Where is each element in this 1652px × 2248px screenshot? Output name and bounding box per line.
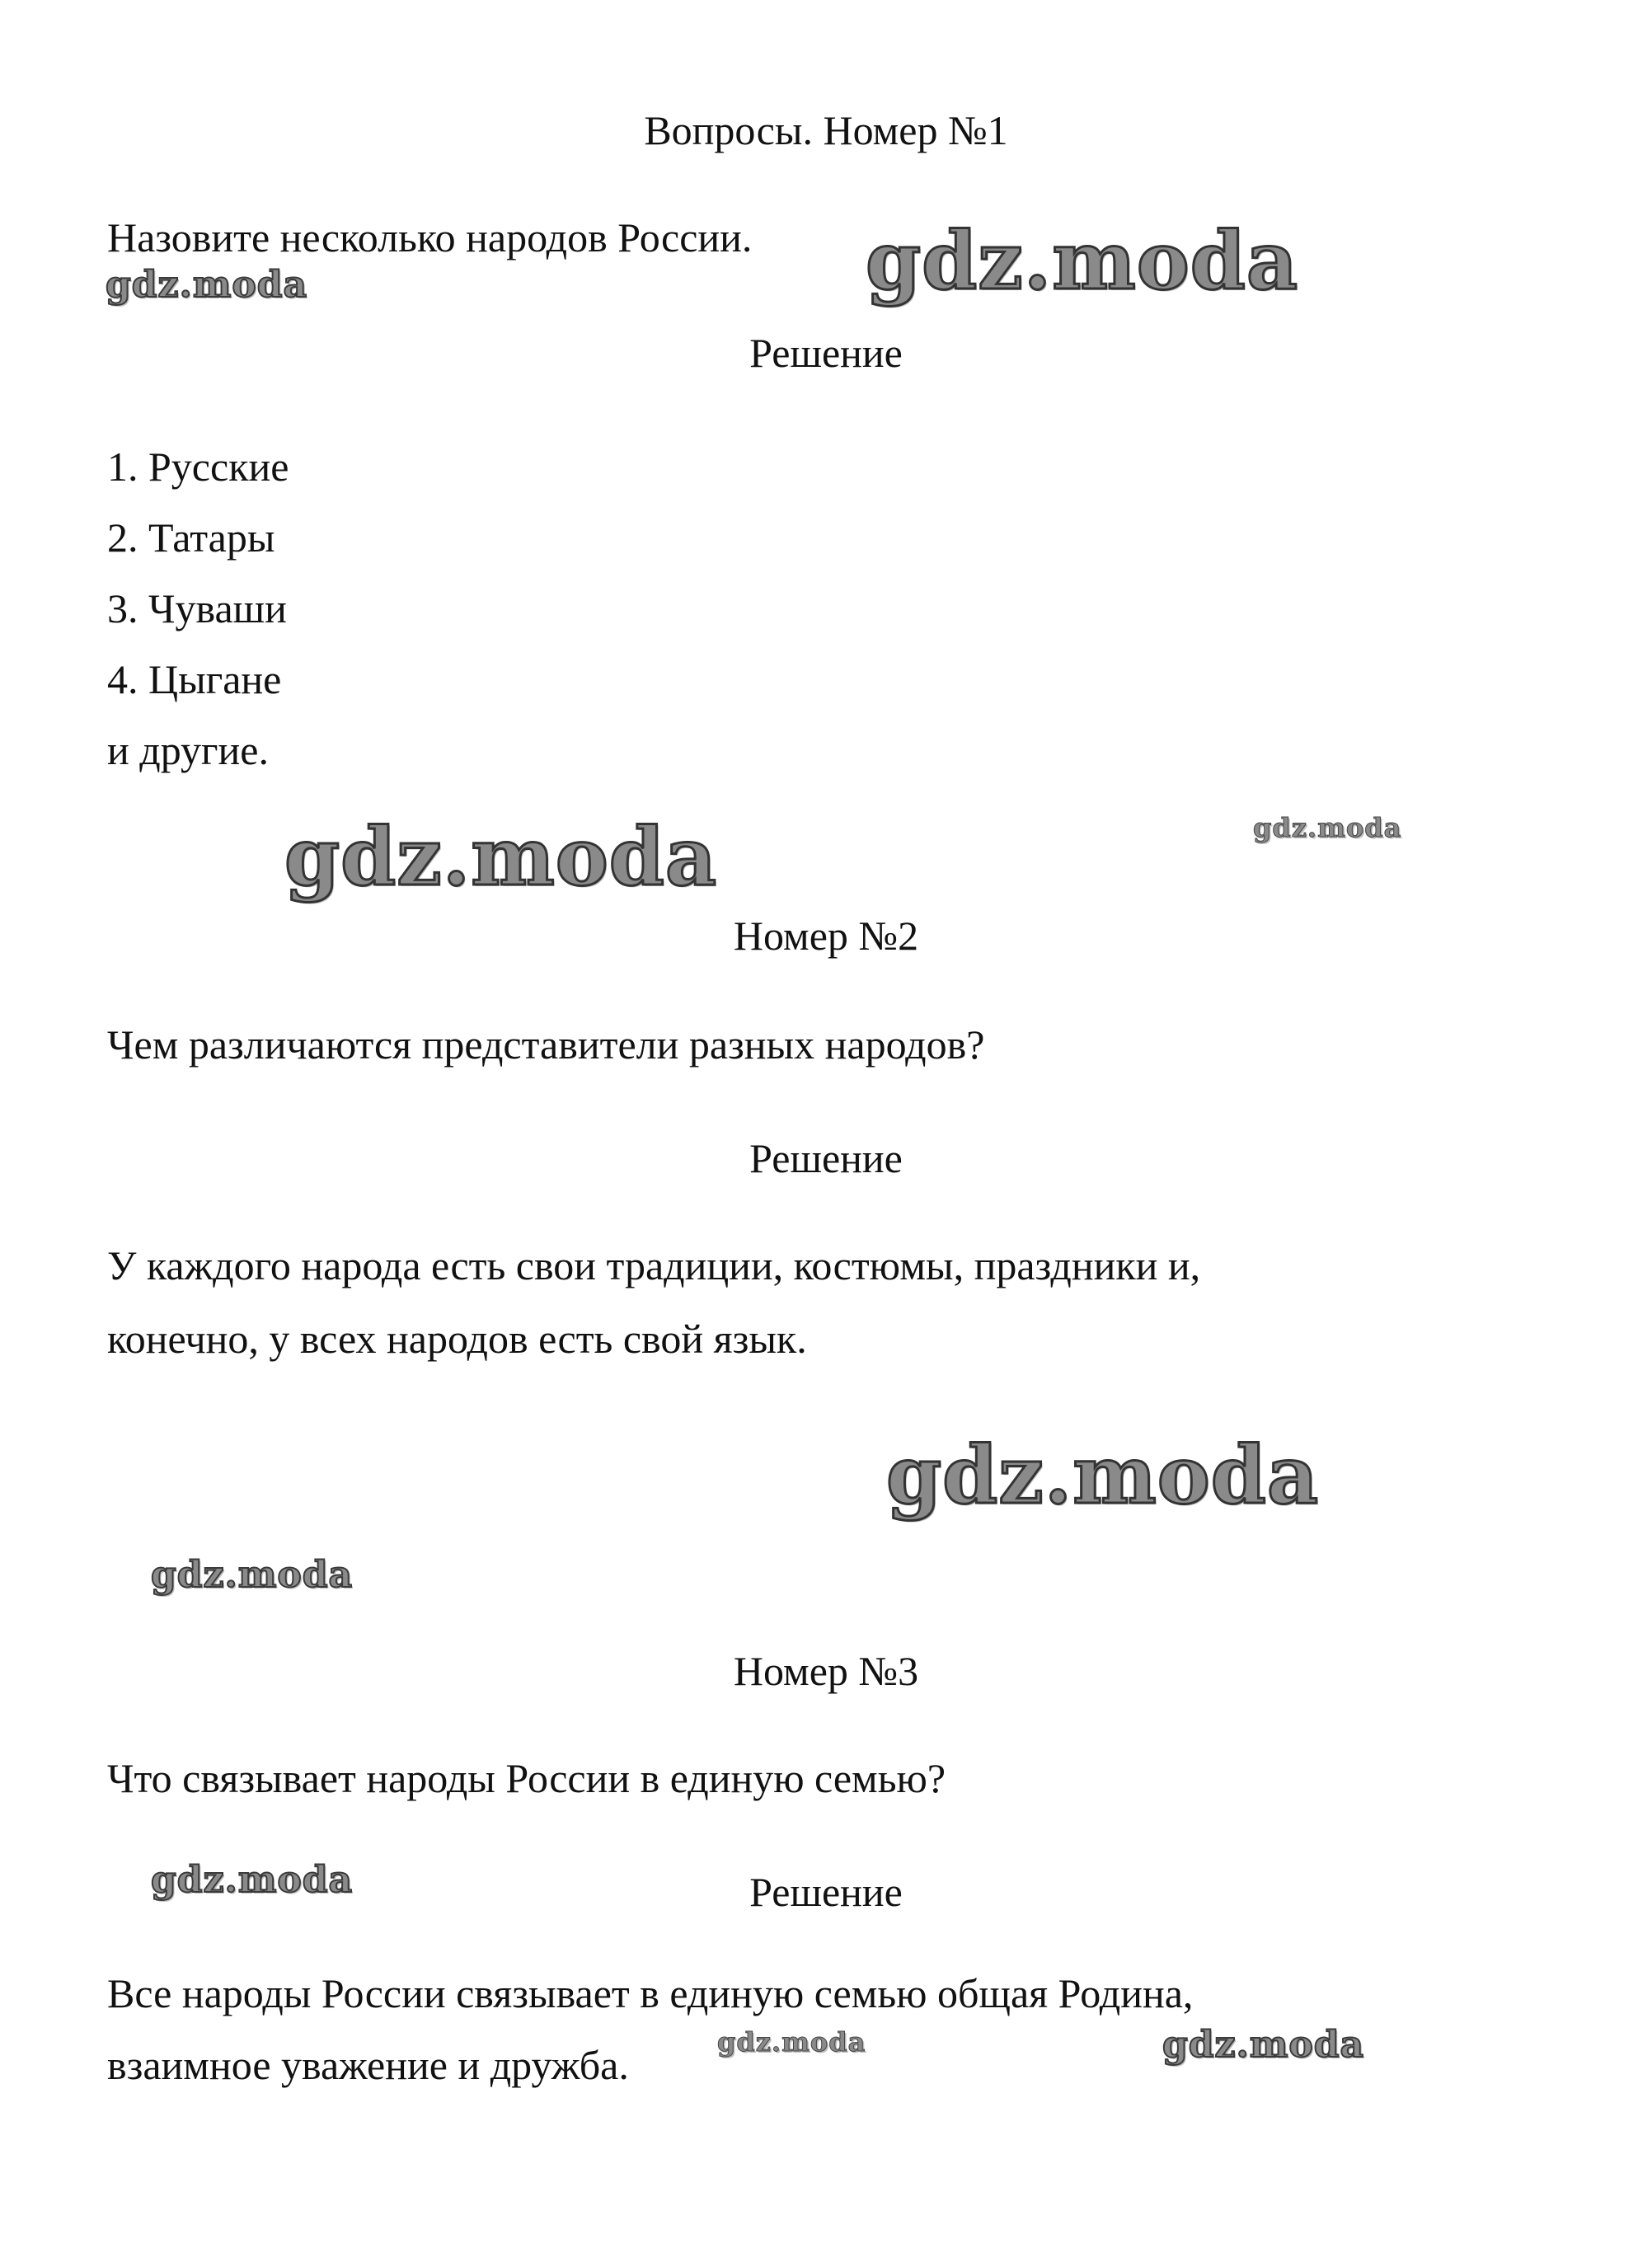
answer-line-3-2: взаимное уважение и дружба. [107, 2042, 629, 2088]
answer-line-2-2: конечно, у всех народов есть свой язык. [107, 1316, 807, 1362]
watermark-logo: gdz.moda [106, 264, 308, 306]
question-2: Чем различаются представители разных народов? [107, 1021, 985, 1068]
answer-item-1: 1. Русские [107, 443, 289, 490]
watermark-logo: gdz.moda [151, 1859, 354, 1901]
answer-item-2: 2. Татары [107, 514, 275, 561]
question-3: Что связывает народы России в единую семью? [107, 1755, 946, 1801]
solution-label-1: Решение [749, 330, 903, 376]
watermark-logo: gdz.moda [717, 2026, 866, 2058]
answer-line-3-1: Все народы России связывает в единую семью общая Родина, [107, 1970, 1194, 2016]
answer-line-2-1: У каждого народа есть свои традиции, костюмы, праздники и, [107, 1242, 1201, 1288]
answer-item-3: 3. Чуваши [107, 585, 287, 631]
section-title-3: Номер №3 [733, 1648, 919, 1694]
watermark-logo: gdz.moda [866, 214, 1299, 307]
answer-item-4: 4. Цыгане [107, 656, 282, 702]
section-title-1: Вопросы. Номер №1 [644, 107, 1008, 153]
solution-label-3: Решение [749, 1869, 903, 1915]
answer-item-5: и другие. [107, 727, 269, 773]
solution-label-2: Решение [749, 1135, 903, 1181]
section-title-2: Номер №2 [733, 913, 919, 959]
watermark-logo: gdz.moda [284, 810, 718, 903]
question-1: Назовите несколько народов России. [107, 214, 753, 260]
watermark-logo: gdz.moda [151, 1554, 354, 1596]
watermark-logo: gdz.moda [1253, 812, 1402, 843]
watermark-logo: gdz.moda [886, 1429, 1320, 1522]
watermark-logo: gdz.moda [1162, 2024, 1365, 2066]
